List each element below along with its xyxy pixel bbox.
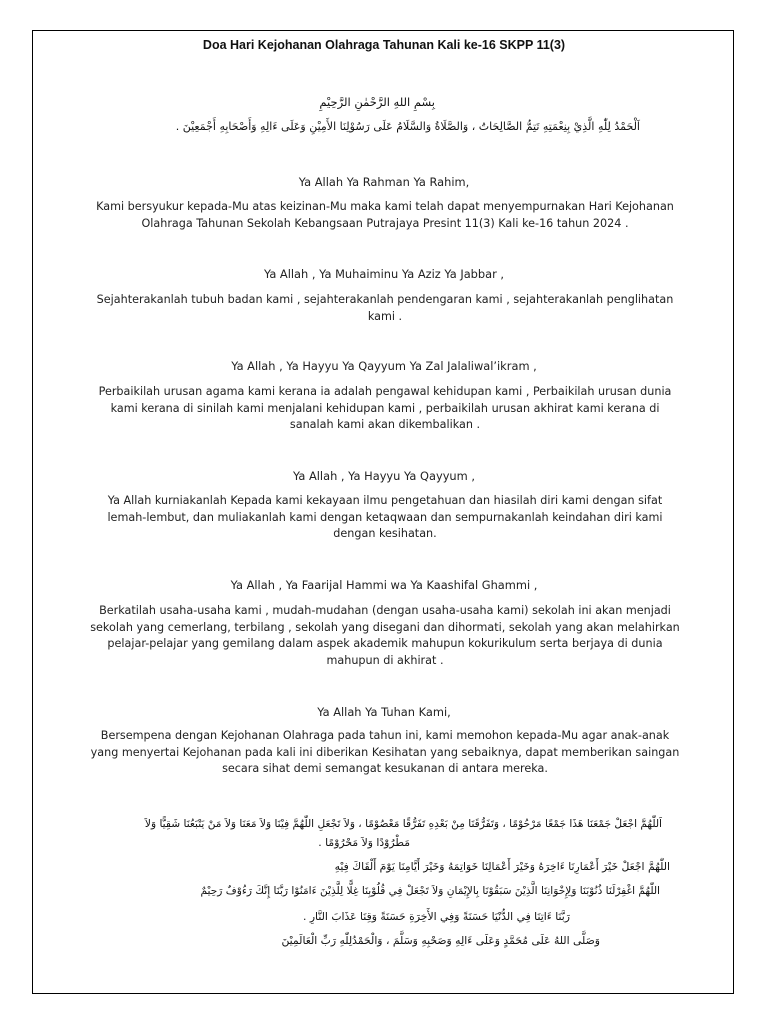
paragraph-3: Perbaikilah urusan agama kami kerana ia adalah pengawal kehidupan kami , Perbaikilah urusan dunia kami kerana di sinilah kami menjalani kehidupan kami , perbaikilah urusan akhirat kami kerana di sanalah kami akan dikembalikan . [98, 385, 672, 431]
invocation-4: Ya Allah , Ya Hayyu Ya Qayyum , [292, 469, 475, 483]
closing-line-5: رَبَّنَا ءَاتِنَا فِي الدُّنْيَا حَسَنَةً وَفِي الأَخِرَةِ حَسَنَةً وَقِنَا عَذَابَ النَّارِ . [302, 910, 570, 923]
closing-line-3: اللّٰهُمَّ اجْعَلْ خَيْرَ أَعْمَارِنَا ءَاخِرَهُ وَخَيْرَ أَعْمَالِنَا خَوَاتِمَهُ وَخَيْرَ أَيَّامِنَا يَوْمَ أَلْقَاكَ فِيْهِ [334, 860, 670, 873]
invocation-6: Ya Allah Ya Tuhan Kami, [317, 705, 451, 719]
invocation-1: Ya Allah Ya Rahman Ya Rahim, [298, 175, 470, 189]
document-title: Doa Hari Kejohanan Olahraga Tahunan Kali ke-16 SKPP 11(3) [202, 38, 566, 52]
paragraph-5: Berkatilah usaha-usaha kami , mudah-mudahan (dengan usaha-usaha kami) sekolah ini akan menjadi sekolah yang cemerlang, terbilang , sekolah yang disegani dan dihormati, sekolah yang akan melahirkan pelajar-pelajar yang gemilang dalam aspek akademik mahupun kokurikulum serta berjaya di dunia mahupun di akhirat . [90, 604, 680, 667]
paragraph-4: Ya Allah kurniakanlah Kepada kami kekayaan ilmu pengetahuan dan hiasilah diri kami dengan sifat lemah-lembut, dan muliakanlah kami dengan ketaqwaan dan sempurnakanlah keindahan diri kami dengan kesihatan. [107, 494, 663, 540]
closing-line-1: اَللّٰهُمَّ اجْعَلْ جَمْعَنَا هَذَا جَمْعًا مَرْحُوْمًا ، وَتَفَرُّقَنَا مِنْ بَعْدِهِ تَفَرُّقًا مَعْصُوْمًا ، وَلاَ تَجْعَلِ اللّٰهُمَّ فِيْنَا وَلاَ مَعَنَا وَلاَ مَنْ يَتْبَعُنَا شَقِيًّا وَلاَ [144, 818, 662, 830]
closing-line-2: مَطْرُوْدًا وَلاَ مَحْرُوْمًا . [318, 836, 410, 849]
invocation-5: Ya Allah , Ya Faarijal Hammi wa Ya Kaashifal Ghammi , [230, 578, 538, 592]
paragraph-2: Sejahterakanlah tubuh badan kami , sejahterakanlah pendengaran kami , sejahterakanlah penglihatan kami . [96, 293, 674, 323]
paragraph-6: Bersempena dengan Kejohanan Olahraga pada tahun ini, kami memohon kepada-Mu agar anak-anak yang menyertai Kejohanan pada kali ini diberikan Kesihatan yang sebaiknya, dapat memberikan saingan secara sihat demi semangat kesukanan di antara mereka. [90, 729, 680, 775]
invocation-3: Ya Allah , Ya Hayyu Ya Qayyum Ya Zal Jalaliwal’ikram , [231, 359, 537, 373]
basmalah-line: بِسْمِ اللهِ الرَّحْمٰنِ الرَّحِيْمِ [319, 95, 435, 109]
invocation-2: Ya Allah , Ya Muhaiminu Ya Aziz Ya Jabbar , [263, 267, 505, 281]
hamdalah-line: اَلْحَمْدُ لِلّٰهِ الَّذِيْ بِنِعْمَتِهِ تَتِمُّ الصَّالِحَاتُ ، وَالصَّلَاةُ وَالسَّلَامُ عَلَى رَسُوْلِنَا الأَمِيْنِ وَعَلَى ءَالِهِ وَأَصْحَابِهِ أَجْمَعِيْنَ . [175, 120, 640, 133]
closing-line-6: وَصَلَّى اللهُ عَلَى مُحَمَّدٍ وَعَلَى ءَالِهِ وَصَحْبِهِ وَسَلَّمَ ، وَالْحَمْدُلِلّٰهِ رَبِّ الْعَالَمِيْنَ [281, 934, 600, 947]
closing-line-4: اللّٰهُمَّ اغْفِرْلَنَا ذُنُوْبَنَا وَلِإِخْوَانِنَا الَّذِيْنَ سَبَقُوْنَا بِالإِيْمَانِ وَلاَ تَجْعَلْ فِي قُلُوْبِنَا غِلًّا لِلَّذِيْنَ ءَامَنُوْا رَبَّنَا إِنَّكَ رَءُوْفٌ رَحِيْمٌ [200, 885, 660, 897]
paragraph-1: Kami bersyukur kepada-Mu atas keizinan-Mu maka kami telah dapat menyempurnakan Hari Kejohanan Olahraga Tahunan Sekolah Kebangsaan Putrajaya Presint 11(3) Kali ke-16 tahun 2024 . [96, 200, 674, 230]
